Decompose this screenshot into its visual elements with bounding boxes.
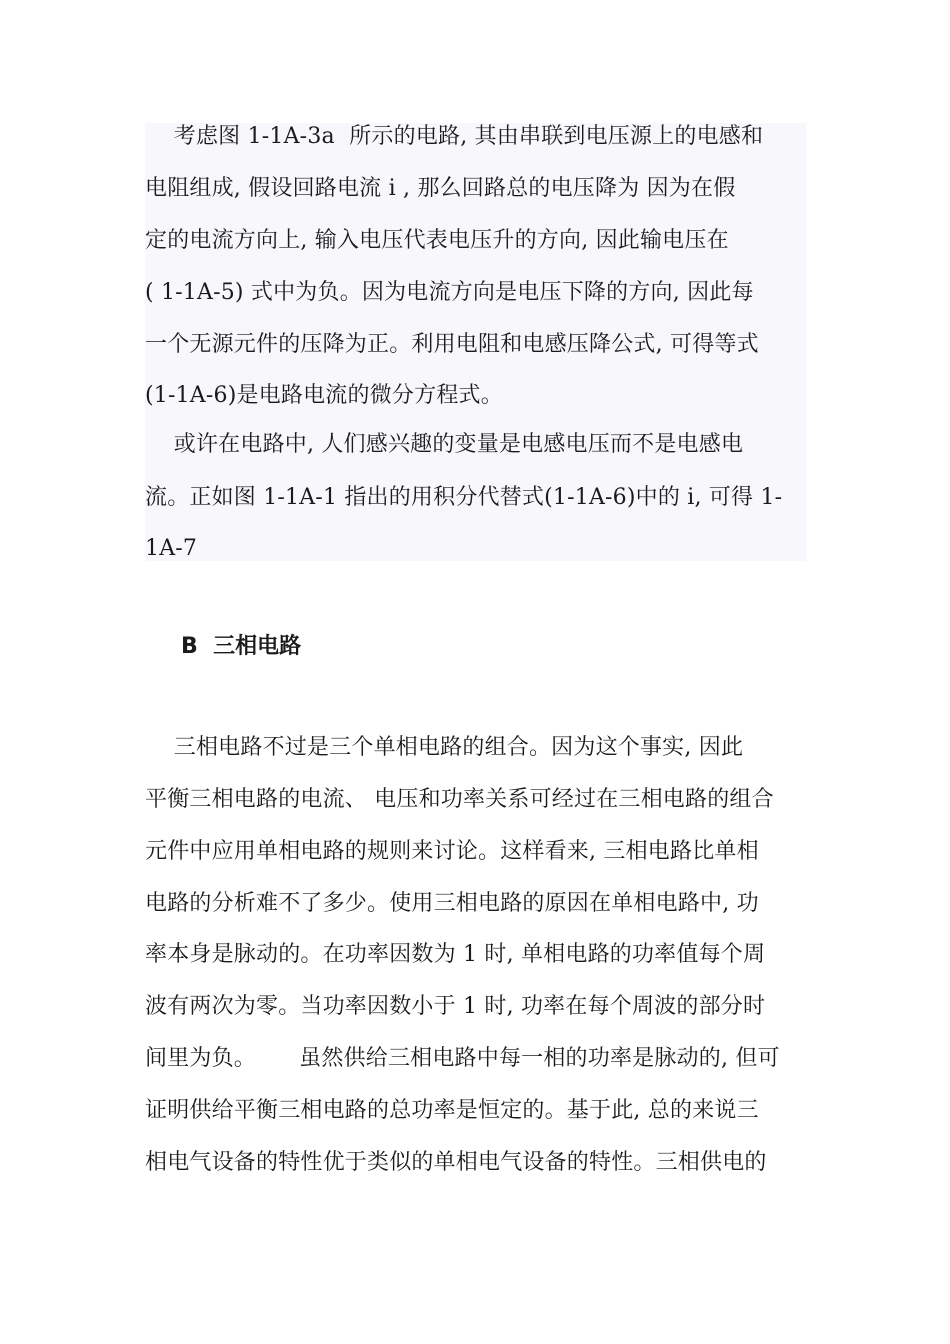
paragraph-line: 平衡三相电路的电流、 电压和功率关系可经过在三相电路的组合 [145, 787, 774, 812]
paragraph-line: 间里为负。 虽然供给三相电路中每一相的功率是脉动的, 但可 [145, 1046, 780, 1071]
paragraph-line: 一个无源元件的压降为正。利用电阻和电感压降公式, 可得等式 [145, 332, 759, 357]
paragraph-line: 流。正如图 1-1A-1 指出的用积分代替式(1-1A-6)中的 i, 可得 1- [145, 485, 783, 510]
paragraph-line: 率本身是脉动的。在功率因数为 1 时, 单相电路的功率值每个周 [145, 942, 766, 967]
paragraph-line: 三相电路不过是三个单相电路的组合。因为这个事实, 因此 [145, 735, 744, 760]
section-heading: B 三相电路 [181, 634, 302, 659]
paragraph-line: 电阻组成, 假设回路电流 i , 那么回路总的电压降为 因为在假 [145, 176, 736, 201]
paragraph-line: 1A-7 [145, 536, 198, 561]
paragraph-line: 波有两次为零。当功率因数小于 1 时, 功率在每个周波的部分时 [145, 994, 766, 1019]
paragraph-line: 电路的分析难不了多少。使用三相电路的原因在单相电路中, 功 [145, 891, 759, 916]
paragraph-line: 相电气设备的特性优于类似的单相电气设备的特性。三相供电的 [145, 1150, 767, 1175]
paragraph-line: 考虑图 1-1A-3a 所示的电路, 其由串联到电压源上的电感和 [145, 124, 764, 149]
paragraph-line: ( 1-1A-5) 式中为负。因为电流方向是电压下降的方向, 因此每 [145, 280, 754, 305]
paragraph-line: (1-1A-6)是电路电流的微分方程式。 [145, 383, 503, 408]
paragraph-line: 证明供给平衡三相电路的总功率是恒定的。基于此, 总的来说三 [145, 1098, 759, 1123]
paragraph-line: 定的电流方向上, 输入电压代表电压升的方向, 因此输电压在 [145, 228, 729, 253]
paragraph-line: 元件中应用单相电路的规则来讨论。这样看来, 三相电路比单相 [145, 839, 759, 864]
paragraph-line: 或许在电路中, 人们感兴趣的变量是电感电压而不是电感电 [145, 432, 744, 457]
